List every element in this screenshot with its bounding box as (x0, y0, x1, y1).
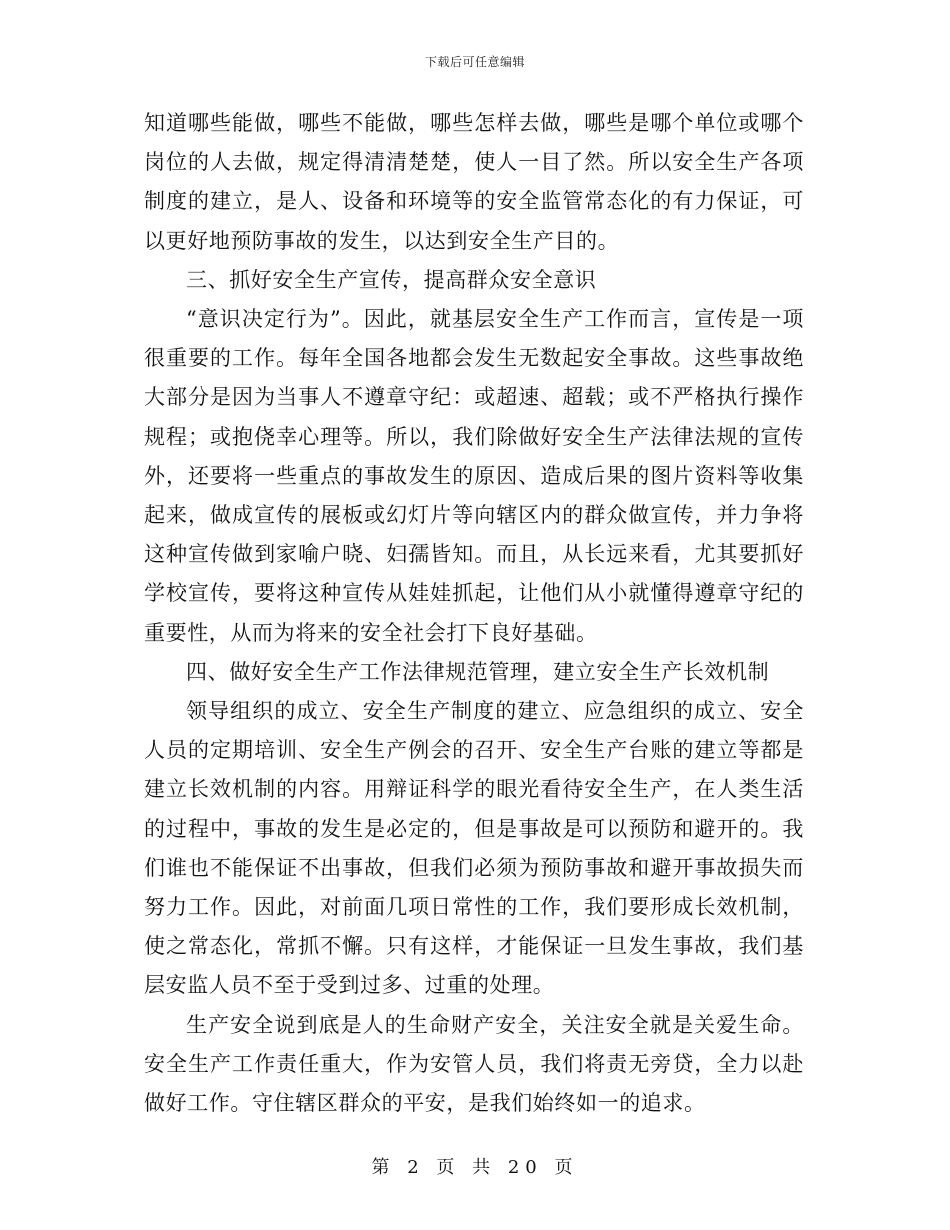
document-body (144, 104, 804, 1123)
section-heading-4: 四、做好安全生产工作法律规范管理，建立安全生产长效机制 (186, 659, 770, 684)
paragraph-continuation: 知道哪些能做，哪些不能做，哪些怎样去做，哪些是哪个单位或哪个岗位的人去做，规定得清清楚楚，使人一目了然。所以安全生产各项制度的建立，是人、设备和环境等的安全监管常态化的有力保证，可以更好地预防事故的发生，以达到安全生产目的。 (144, 111, 804, 253)
section-heading-3: 三、抓好安全生产宣传，提高群众安全意识 (186, 267, 597, 292)
paragraph-conclusion: 生产安全说到底是人的生命财产安全，关注安全就是关爱生命。安全生产工作责任重大，作为安管人员，我们将责无旁贷，全力以赴做好工作。守住辖区群众的平安，是我们始终如一的追求。 (144, 1012, 804, 1116)
paragraph-publicity: “意识决定行为”。因此，就基层安全生产工作而言，宣传是一项很重要的工作。每年全国各地都会发生无数起安全事故。这些事故绝大部分是因为当事人不遵章守纪：或超速、超载；或不严格执行操作规程；或抱侥幸心理等。所以，我们除做好安全生产法律法规的宣传外，还要将一些重点的事故发生的原因、造成后果的图片资料等收集起来，做成宣传的展板或幻灯片等向辖区内的群众做宣传，并力争将这种宣传做到家喻户晓、妇孺皆知。而且，从长远来看，尤其要抓好学校宣传，要将这种宣传从娃娃抓起，让他们从小就懂得遵章守纪的重要性，从而为将来的安全社会打下良好基础。 (144, 307, 804, 645)
page-number: 第 2 页 共 20 页 (371, 1157, 579, 1178)
page-header: 下载后可任意编辑 (424, 55, 525, 69)
paragraph-long-term-mechanism: 领导组织的成立、安全生产制度的建立、应急组织的成立、安全人员的定期培训、安全生产例会的召开、安全生产台账的建立等都是建立长效机制的内容。用辩证科学的眼光看待安全生产，在人类生活的过程中，事故的发生是必定的，但是事故是可以预防和避开的。我们谁也不能保证不出事故，但我们必须为预防事故和避开事故损失而努力工作。因此，对前面几项日常性的工作，我们要形成长效机制，使之常态化，常抓不懈。只有这样，才能保证一旦发生事故，我们基层安监人员不至于受到过多、过重的处理。 (144, 699, 804, 998)
